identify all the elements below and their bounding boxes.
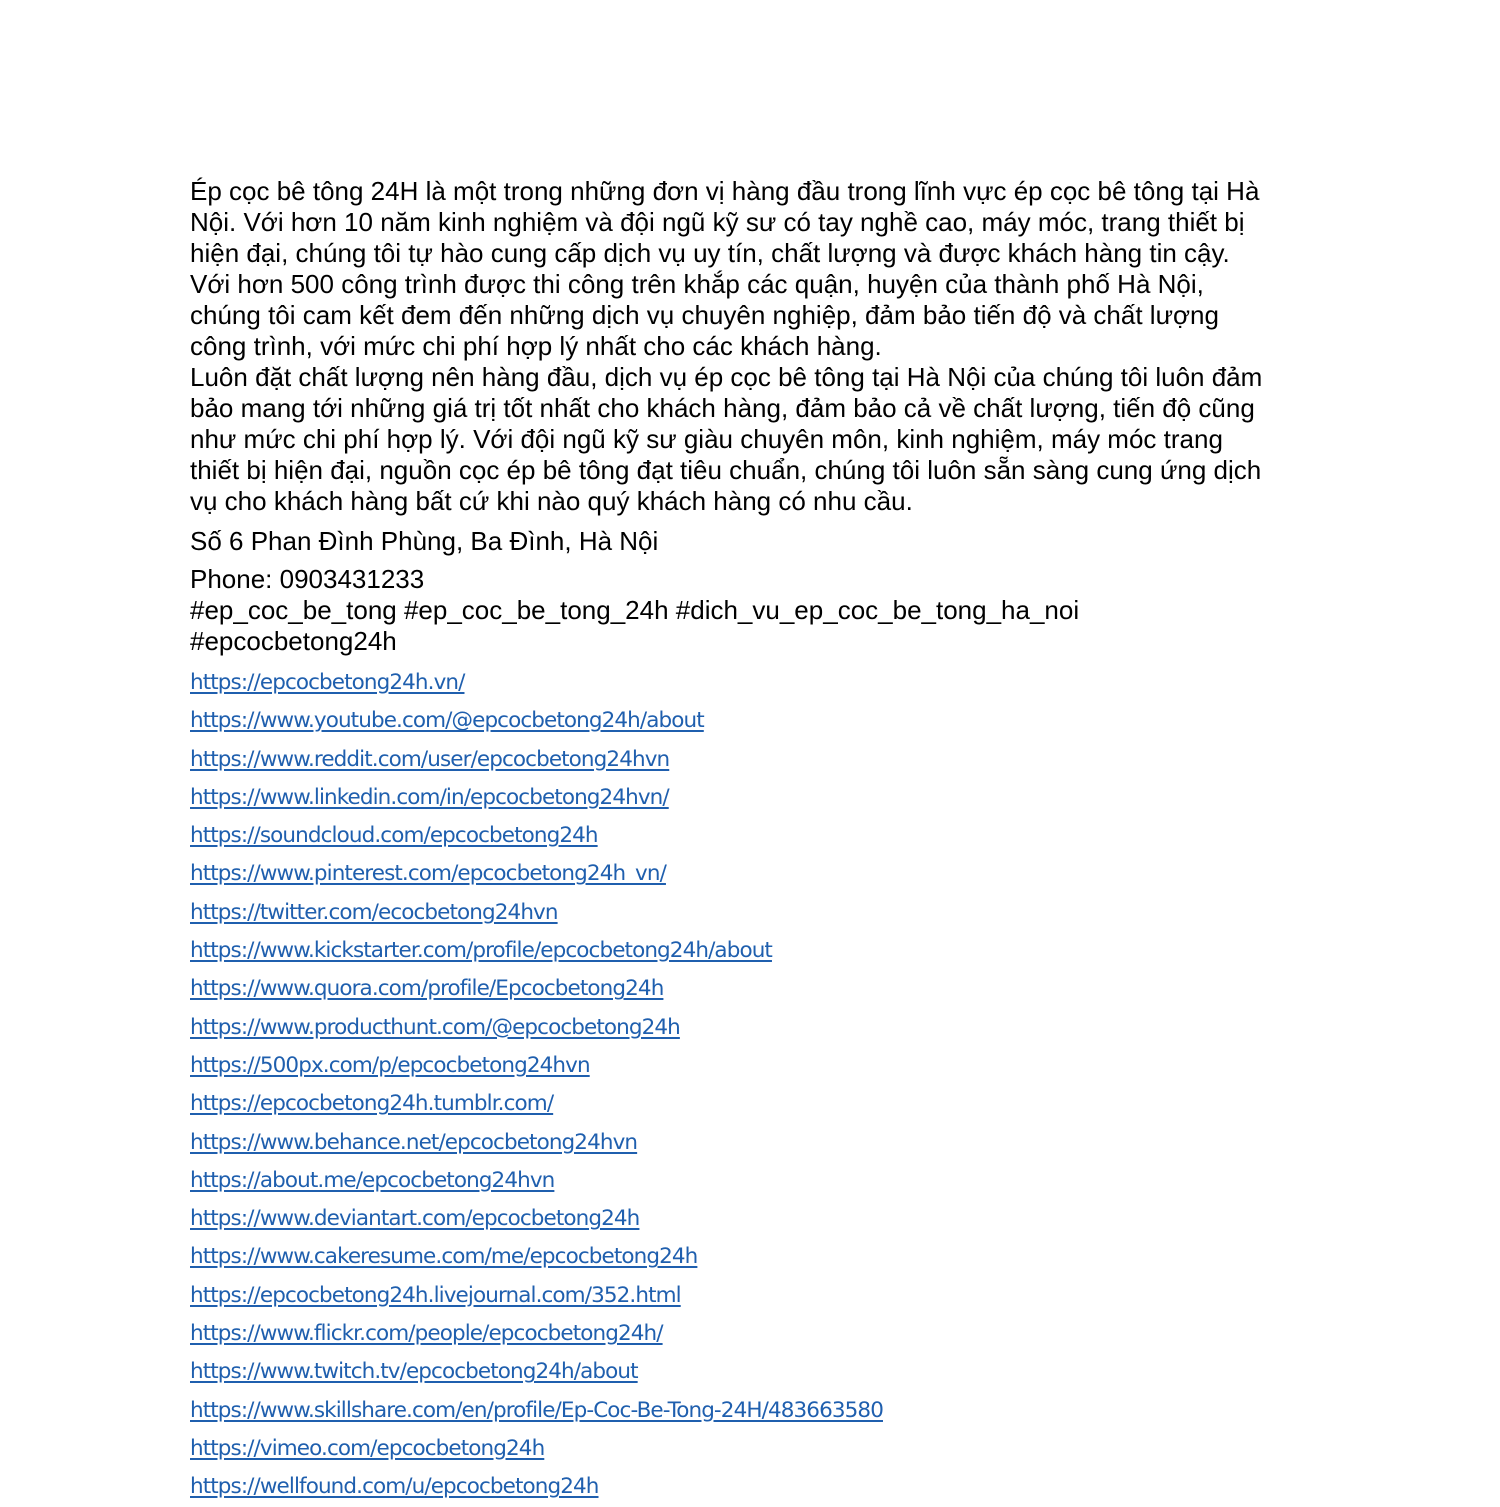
text-line: Với hơn 500 công trình được thi công trên khắp các quận, huyện của thành phố Hà Nội, — [190, 269, 1204, 299]
phone-number: Phone: 0903431233 — [190, 564, 425, 594]
link-website[interactable]: https://epcocbetong24h.vn/ — [190, 670, 465, 695]
text-line: hiện đại, chúng tôi tự hào cung cấp dịch vụ uy tín, chất lượng và được khách hàng tin cậy. — [190, 238, 1230, 268]
link-linkedin[interactable]: https://www.linkedin.com/in/epcocbetong24hvn/ — [190, 784, 669, 810]
link-youtube[interactable]: https://www.youtube.com/@epcocbetong24h/about — [190, 708, 704, 734]
text-line: như mức chi phí hợp lý. Với đội ngũ kỹ sư giàu chuyên môn, kinh nghiệm, máy móc trang — [190, 424, 1223, 454]
link-500px[interactable]: https://500px.com/p/epcocbetong24hvn — [190, 1052, 590, 1078]
link-deviantart[interactable]: https://www.deviantart.com/epcocbetong24h — [190, 1206, 640, 1232]
link-tumblr[interactable]: https://epcocbetong24h.tumblr.com/ — [190, 1091, 554, 1117]
hashtags-line-2: #epcocbetong24h — [190, 626, 397, 656]
hashtags-line-1: #ep_coc_be_tong #ep_coc_be_tong_24h #dich_vu_ep_coc_be_tong_ha_noi — [190, 595, 1080, 625]
link-flickr[interactable]: https://www.flickr.com/people/epcocbetong24h/ — [190, 1321, 663, 1347]
link-wellfound[interactable]: https://wellfound.com/u/epcocbetong24h — [190, 1474, 599, 1500]
address: Số 6 Phan Đình Phùng, Ba Đình, Hà Nội — [190, 526, 659, 556]
text-line: chúng tôi cam kết đem đến những dịch vụ chuyên nghiệp, đảm bảo tiến độ và chất lượng — [190, 300, 1219, 330]
text-line: Nội. Với hơn 10 năm kinh nghiệm và đội ngũ kỹ sư có tay nghề cao, máy móc, trang thiết bị — [190, 207, 1245, 237]
text-line: công trình, với mức chi phí hợp lý nhất cho các khách hàng. — [190, 331, 882, 361]
link-reddit[interactable]: https://www.reddit.com/user/epcocbetong24hvn — [190, 746, 670, 772]
link-cakeresume[interactable]: https://www.cakeresume.com/me/epcocbetong24h — [190, 1244, 698, 1270]
link-producthunt[interactable]: https://www.producthunt.com/@epcocbetong24h — [190, 1014, 680, 1040]
link-behance[interactable]: https://www.behance.net/epcocbetong24hvn — [190, 1129, 638, 1155]
text-line: Luôn đặt chất lượng nên hàng đầu, dịch vụ ép cọc bê tông tại Hà Nội của chúng tôi luôn đảm — [190, 362, 1263, 392]
link-pinterest[interactable]: https://www.pinterest.com/epcocbetong24h_vn/ — [190, 861, 666, 887]
link-quora[interactable]: https://www.quora.com/profile/Epcocbetong24h — [190, 976, 664, 1002]
link-soundcloud[interactable]: https://soundcloud.com/epcocbetong24h — [190, 823, 598, 849]
text-line: Ép cọc bê tông 24H là một trong những đơn vị hàng đầu trong lĩnh vực ép cọc bê tông tại Hà — [190, 176, 1260, 206]
link-livejournal[interactable]: https://epcocbetong24h.livejournal.com/352.html — [190, 1282, 681, 1308]
text-line: thiết bị hiện đại, nguồn cọc ép bê tông đạt tiêu chuẩn, chúng tôi luôn sẵn sàng cung ứng dịch — [190, 455, 1262, 485]
intro-paragraph — [190, 176, 1320, 362]
text-line: vụ cho khách hàng bất cứ khi nào quý khách hàng có nhu cầu. — [190, 486, 913, 516]
document-page — [190, 176, 1320, 1500]
link-twitch[interactable]: https://www.twitch.tv/epcocbetong24h/about — [190, 1359, 638, 1385]
link-skillshare[interactable]: https://www.skillshare.com/en/profile/Ep-Coc-Be-Tong-24H/483663580 — [190, 1397, 883, 1423]
link-aboutme[interactable]: https://about.me/epcocbetong24hvn — [190, 1167, 555, 1193]
link-list — [190, 664, 883, 1507]
link-twitter[interactable]: https://twitter.com/ecocbetong24hvn — [190, 899, 558, 925]
link-kickstarter[interactable]: https://www.kickstarter.com/profile/epcocbetong24h/about — [190, 938, 772, 964]
text-line: bảo mang tới những giá trị tốt nhất cho khách hàng, đảm bảo cả về chất lượng, tiến độ cũng — [190, 393, 1255, 423]
link-vimeo[interactable]: https://vimeo.com/epcocbetong24h — [190, 1435, 545, 1461]
quality-paragraph — [190, 362, 1320, 517]
